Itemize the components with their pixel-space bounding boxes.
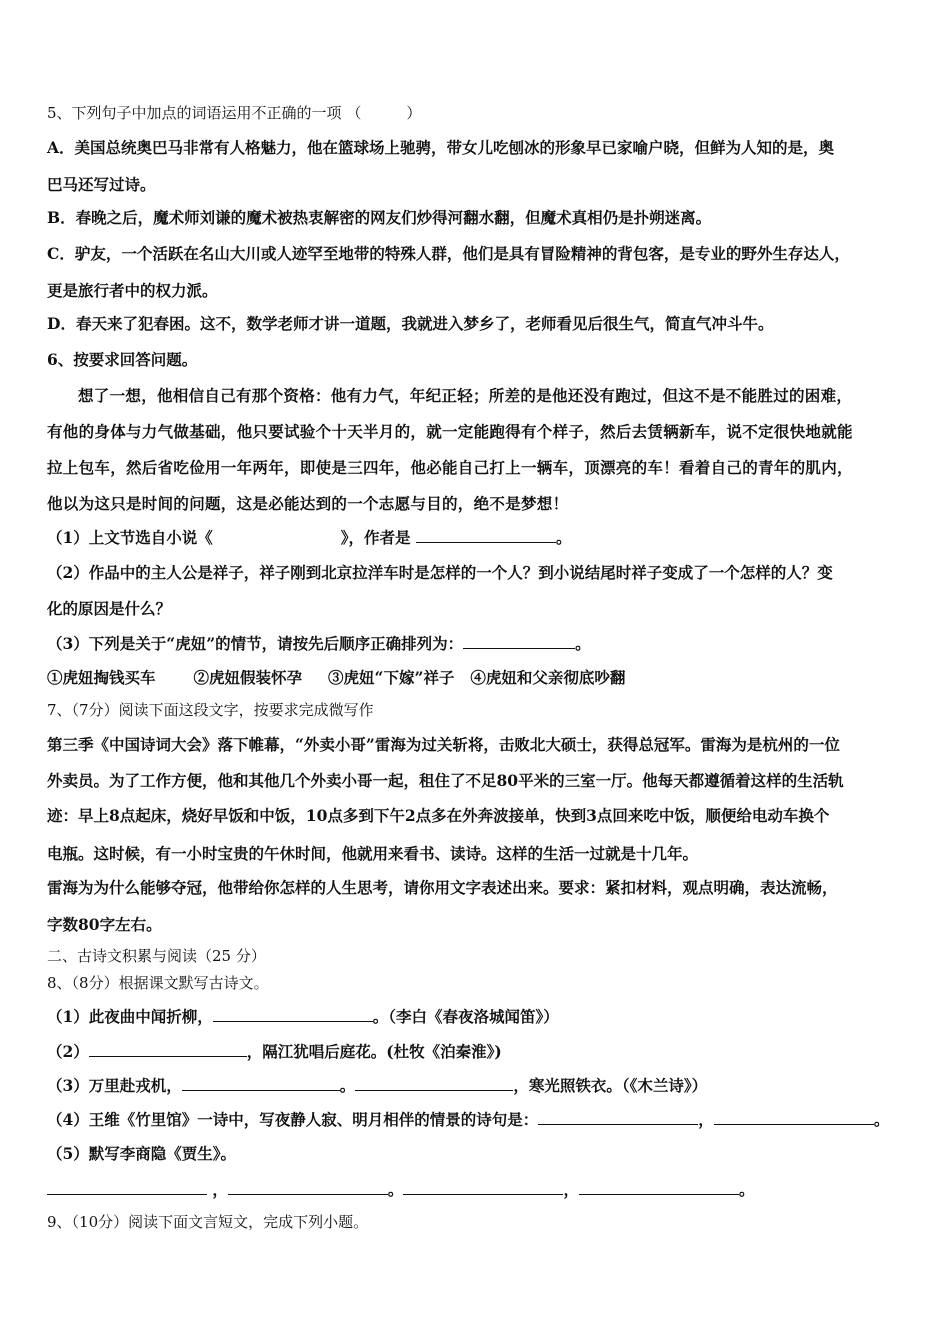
q6-passage-line4: 他以为这只是时间的问题，这是必能达到的一个志愿与目的，绝不是梦想！ xyxy=(47,494,569,513)
q8-sub5-blank2[interactable] xyxy=(228,1180,388,1195)
q8-sub5-blank4[interactable] xyxy=(579,1180,739,1195)
q5-option-a-line1: A．美国总统奥巴马非常有人格魅力，他在篮球场上驰骋，带女儿吃刨冰的形象早已家喻户晓，但鲜为人知的是，奥 xyxy=(47,138,835,157)
q8-sub3-blank1[interactable] xyxy=(182,1076,340,1091)
q7-material-line2: 外卖员。为了工作方便，他和其他几个外卖小哥一起，租住了不足80平米的三室一厅。他每天都遵循着这样的生活轨 xyxy=(47,771,844,790)
q8-sub4-blank1[interactable] xyxy=(538,1110,698,1125)
q8-sub4-prefix: （4）王维《竹里馆》一诗中，写夜静人寂、明月相伴的情景的诗句是： xyxy=(47,1110,539,1129)
q7-material-line4: 电瓶。这时候，有一小时宝贵的午休时间，他就用来看书、读诗。这样的生活一过就是十几年。 xyxy=(47,844,699,863)
q5-option-c-line1: C．驴友，一个活跃在名山大川或人迹罕至地带的特殊人群，他们是具有冒险精神的背包客，是专业的野外生存达人， xyxy=(47,244,850,263)
q7-stem: 7、（7分）阅读下面这段文字，按要求完成微写作 xyxy=(47,701,374,719)
q6-option-1: ①虎妞掏钱买车 xyxy=(47,668,156,687)
q6-sub1 xyxy=(47,528,910,548)
q5-option-c-line2: 更是旅行者中的权力派。 xyxy=(47,281,218,300)
q8-sub5: （5）默写李商隐《贾生》。 xyxy=(47,1144,237,1163)
q8-sub2 xyxy=(47,1042,910,1062)
q8-sub5-sep2: 。 xyxy=(387,1180,404,1199)
q6-sub1-author-blank[interactable] xyxy=(416,528,556,543)
q8-sub1 xyxy=(47,1007,910,1027)
q8-sub3 xyxy=(47,1076,910,1096)
q8-sub4-mid: ， xyxy=(698,1110,714,1129)
q8-sub5-blank3[interactable] xyxy=(403,1180,563,1195)
q8-stem: 8、（8分）根据课文默写古诗文。 xyxy=(47,974,269,992)
q6-sub1-prefix: （1）上文节选自小说《 xyxy=(47,528,213,547)
q6-passage-line1: 想了一想，他相信自己有那个资格：他有力气，年纪正轻；所差的是他还没有跑过，但这不是不能胜过的困难， xyxy=(78,386,853,405)
q6-sub2-line1: （2）作品中的主人公是祥子，祥子刚到北京拉洋车时是怎样的一个人？到小说结尾时祥子变成了一个怎样的人？变 xyxy=(47,563,833,582)
q8-sub3-end: ，寒光照铁衣。（《木兰诗》） xyxy=(513,1076,708,1095)
q5-option-d: D．春天来了犯春困。这不，数学老师才讲一道题，我就进入梦乡了，老师看见后很生气，简直气冲斗牛。 xyxy=(47,314,774,333)
q6-sub1-end: 。 xyxy=(555,528,572,547)
q8-sub3-blank2[interactable] xyxy=(355,1076,513,1091)
q8-sub5-answer-line xyxy=(47,1180,910,1200)
q8-sub4-blank2[interactable] xyxy=(714,1110,874,1125)
q8-sub1-blank[interactable] xyxy=(213,1007,373,1022)
q7-material-line3: 迹：早上8点起床，烧好早饭和中饭，10点多到下午2点多在外奔波接单，快到3点回来吃中饭，顺便给电动车换个 xyxy=(47,806,830,825)
q8-sub4 xyxy=(47,1110,910,1130)
q7-material-line1: 第三季《中国诗词大会》落下帷幕，“外卖小哥”雷海为过关斩将，击败北大硕士，获得总冠军。雷海为是杭州的一位 xyxy=(47,735,840,754)
q6-option-4: ④虎妞和父亲彻底吵翻 xyxy=(470,668,626,687)
q8-sub2-blank[interactable] xyxy=(89,1042,247,1057)
q8-sub5-end: 。 xyxy=(738,1180,755,1199)
q6-option-3: ③虎妞“下嫁”祥子 xyxy=(328,668,455,687)
q6-sub1-mid: 》，作者是 xyxy=(340,528,411,547)
q6-sub3-blank[interactable] xyxy=(463,634,575,649)
q6-sub3-prefix: （3）下列是关于“虎妞”的情节，请按先后顺序正确排列为： xyxy=(47,634,464,653)
q6-option-2: ②虎妞假装怀孕 xyxy=(193,668,303,687)
q8-sub2-prefix: （2） xyxy=(47,1042,89,1061)
q9-stem: 9、（10分）阅读下面文言短文，完成下列小题。 xyxy=(47,1213,369,1231)
q6-passage-line3: 拉上包车，然后省吃俭用一年两年，即使是三四年，他必能自己打上一辆车，顶漂亮的车！看着自己的青年的肌内， xyxy=(47,458,853,477)
section-2-heading: 二、古诗文积累与阅读（25 分） xyxy=(47,947,266,965)
q5-option-a-line2: 巴马还写过诗。 xyxy=(47,175,156,194)
q8-sub2-end: ，隔江犹唱后庭花。(杜牧《泊秦淮》) xyxy=(246,1042,502,1061)
q6-options xyxy=(47,668,910,688)
q6-passage-line2: 有他的身体与力气做基础，他只要试验个十天半月的，就一定能跑得有个样子，然后去赁辆新车，说不定很快地就能 xyxy=(47,422,853,441)
q7-task-line2: 字数80字左右。 xyxy=(47,915,162,934)
q6-sub3 xyxy=(47,634,910,654)
q6-sub2-line2: 化的原因是什么？ xyxy=(47,599,172,618)
q8-sub3-prefix: （3）万里赴戎机， xyxy=(47,1076,182,1095)
q8-sub5-sep3: ， xyxy=(563,1180,579,1199)
q8-sub5-blank1[interactable] xyxy=(47,1180,207,1195)
q8-sub3-mid: 。 xyxy=(339,1076,356,1095)
q6-stem: 6、按要求回答问题。 xyxy=(47,350,198,369)
q5-option-b: B．春晚之后，魔术师刘谦的魔术被热衷解密的网友们炒得河翻水翻，但魔术真相仍是扑朔迷离。 xyxy=(47,208,712,227)
q8-sub4-end: 。 xyxy=(873,1110,890,1129)
q5-stem: 5、下列句子中加点的词语运用不正确的一项 （ ） xyxy=(47,104,422,122)
q8-sub1-prefix: （1）此夜曲中闻折柳， xyxy=(47,1007,213,1026)
q8-sub5-sep1: ， xyxy=(212,1180,228,1199)
q6-sub3-end: 。 xyxy=(575,634,591,653)
q8-sub1-end: 。（李白《春夜洛城闻笛》） xyxy=(372,1007,559,1026)
q7-task-line1: 雷海为为什么能够夺冠，他带给你怎样的人生思考，请你用文字表述出来。要求：紧扣材料，观点明确，表达流畅， xyxy=(47,878,838,897)
